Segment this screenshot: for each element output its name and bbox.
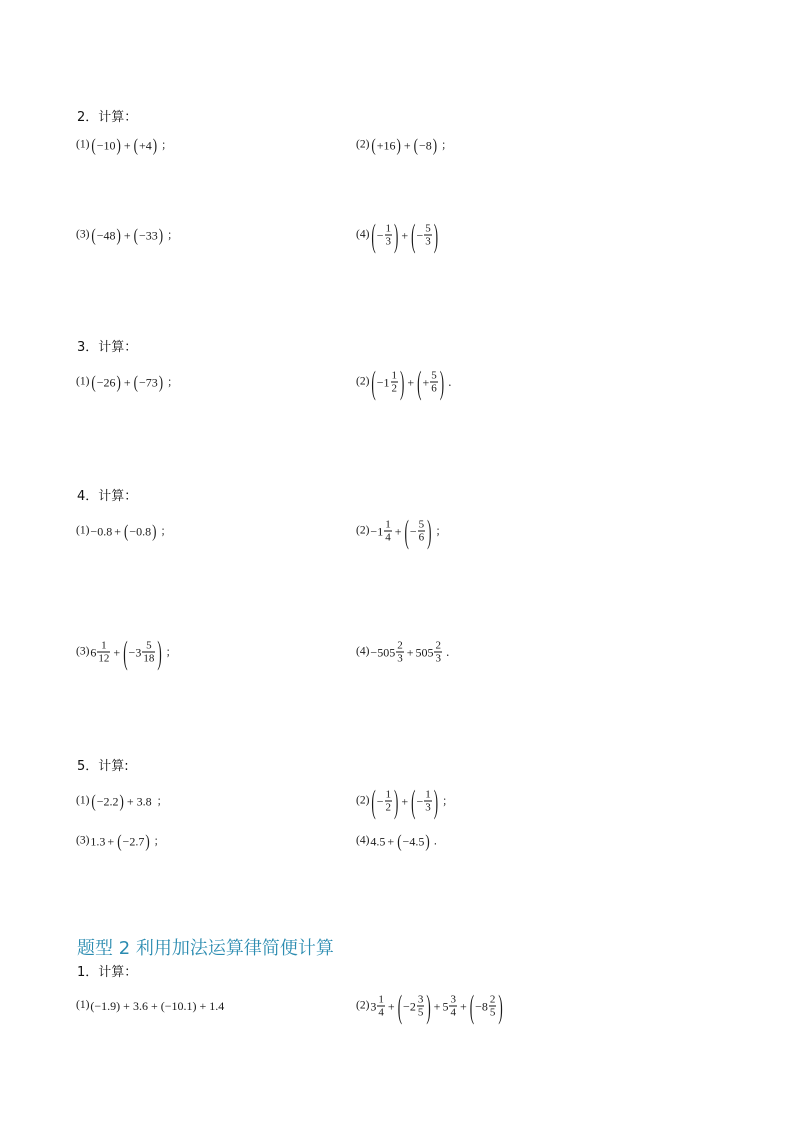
left-paren: ( [397,830,402,852]
fraction [384,519,392,544]
plus-sign: + [459,999,467,1013]
problem-number: (1) [76,138,90,151]
right-paren: ) [439,363,445,401]
right-paren: ) [158,371,164,393]
minus-sign: − [376,794,384,808]
plus-sign: + [401,794,409,808]
whole-part: −1 [376,375,390,389]
section-question-1-title: 1．计算： [77,965,138,980]
numerator: 2 [435,639,441,652]
punctuation: ． [448,375,460,389]
numerator: 5 [146,639,152,652]
denominator: 6 [418,531,425,544]
punctuation: ； [167,228,179,242]
plus-sign: + [406,645,414,659]
q4-problem-4 [356,640,457,665]
right-paren: ) [145,830,150,852]
left-paren: ( [117,830,122,852]
whole-part: 5 [442,999,449,1013]
left-paren: ( [417,363,422,401]
left-paren: ( [397,987,403,1025]
plus-sign: + [107,834,115,848]
fraction [430,370,438,395]
punctuation: ； [165,645,177,659]
right-paren: ) [498,987,503,1025]
q5-problem-4 [356,830,438,852]
question-2-title: 2．计算： [77,110,138,125]
problem-number: (4) [356,228,370,241]
left-paren: ( [91,790,96,812]
denominator: 4 [450,1006,456,1019]
denominator: 3 [425,235,431,248]
numerator: 1 [378,993,384,1006]
plus-sign: + [407,375,415,389]
numerator: 5 [431,369,437,382]
right-paren: ) [119,790,124,812]
problem-number: (2) [356,375,370,388]
whole-part: −2 [403,999,416,1013]
right-paren: ) [433,216,439,254]
q5-problem-1 [76,790,168,812]
term: +16 [376,138,396,152]
fraction [97,640,110,665]
s1-problem-1 [76,1000,224,1012]
denominator: 2 [391,382,398,395]
plus-sign: + [387,999,395,1013]
left-paren: ( [469,987,475,1025]
fraction [489,994,497,1019]
plus-sign: + [123,138,131,152]
left-paren: ( [371,134,376,156]
fraction [385,223,393,248]
numerator: 5 [418,518,425,531]
plus-sign: + [123,375,131,389]
section-heading: 题型 2 利用加法运算律简便计算 [77,938,334,959]
minus-sign: − [376,228,384,242]
fraction [377,994,385,1019]
numerator: 1 [385,788,392,801]
plus-sign: + [394,524,402,538]
left-paren: ( [371,782,376,820]
right-paren: ) [400,363,405,401]
problem-number: (1) [76,375,90,388]
right-paren: ) [157,633,162,671]
problem-number: (3) [76,228,90,241]
problem-number: (2) [356,999,370,1012]
whole-part: −8 [475,999,488,1013]
numerator: 2 [489,993,496,1006]
punctuation: ； [156,794,168,808]
problem-number: (1) [76,794,90,807]
fraction [396,640,404,665]
left-paren: ( [91,371,96,393]
numerator: 1 [385,518,391,531]
term: −4.5 [402,834,425,848]
term: −0.8 [90,524,113,538]
punctuation: ． [445,645,457,659]
whole-part: −3 [128,645,142,659]
numerator: 3 [450,993,456,1006]
term: 1.3 [90,834,106,848]
problem-number: (2) [356,794,370,807]
q2-problem-3 [76,224,179,246]
right-paren: ) [433,782,439,820]
plus-sign: + [123,228,131,242]
numerator: 1 [391,369,398,382]
q4-problem-3 [76,633,177,671]
punctuation: ； [435,524,447,538]
numerator: 1 [101,639,107,652]
q3-problem-1 [76,371,179,393]
q2-problem-4 [356,216,439,254]
right-paren: ) [152,134,158,156]
term: −26 [96,375,116,389]
q4-problem-1 [76,520,172,542]
problem-number: (3) [76,645,90,658]
numerator: 2 [397,639,403,652]
term: −48 [96,228,116,242]
problem-number: (4) [356,645,370,658]
right-paren: ) [396,134,401,156]
problem-number: (4) [356,834,370,847]
left-paren: ( [123,633,128,671]
term: −8 [419,138,432,152]
plus-sign: + [113,645,121,659]
plus-sign: + [433,999,441,1013]
s1-problem-2 [356,987,504,1025]
denominator: 5 [417,1006,424,1019]
q3-problem-2 [356,363,460,401]
numerator: 3 [417,993,424,1006]
whole-part: 505 [415,645,434,659]
left-paren: ( [411,216,416,254]
right-paren: ) [152,520,157,542]
punctuation: ； [161,138,173,152]
fraction [385,789,393,814]
right-paren: ) [432,134,438,156]
q2-problem-1 [76,134,173,156]
term: −2.2 [96,794,119,808]
right-paren: ) [116,134,121,156]
punctuation: ； [442,794,454,808]
fraction [449,994,457,1019]
problem-number: (1) [76,999,90,1012]
fraction [417,994,425,1019]
whole-part: 3 [370,999,377,1013]
punctuation: ； [441,138,453,152]
punctuation: ； [160,524,172,538]
left-paren: ( [371,363,376,401]
left-paren: ( [411,782,416,820]
plus-sign: + [401,228,409,242]
expression: (−1.9) + 3.6 + (−10.1) + 1.4 [90,999,225,1013]
term: +4 [139,138,152,152]
question-3-title: 3．计算： [77,340,138,355]
right-paren: ) [425,830,430,852]
term: −10 [96,138,116,152]
sign: + [422,375,430,389]
left-paren: ( [133,371,139,393]
problem-number: (2) [356,138,370,151]
denominator: 3 [397,652,403,665]
plus-sign: + [403,138,411,152]
term: 4.5 [370,834,386,848]
denominator: 12 [98,652,110,665]
whole-part: −505 [370,645,396,659]
minus-sign: − [416,794,424,808]
q2-problem-2 [356,134,453,156]
term: −73 [139,375,158,389]
left-paren: ( [91,134,96,156]
left-paren: ( [133,134,139,156]
term: −2.7 [122,834,145,848]
rest-of-expression: + 3.8 [126,794,152,808]
problem-number: (3) [76,834,90,847]
left-paren: ( [123,520,129,542]
left-paren: ( [133,224,139,246]
problem-number: (1) [76,524,90,537]
denominator: 3 [425,801,431,814]
left-paren: ( [404,512,409,550]
fraction [424,223,432,248]
numerator: 5 [425,222,431,235]
fraction [434,640,442,665]
q5-problem-3 [76,830,165,852]
minus-sign: − [416,228,424,242]
denominator: 3 [385,235,392,248]
right-paren: ) [158,224,164,246]
fraction [418,519,426,544]
denominator: 18 [143,652,155,665]
minus-sign: − [409,524,417,538]
whole-part: −1 [370,524,384,538]
whole-part: 6 [90,645,97,659]
left-paren: ( [91,224,96,246]
denominator: 3 [435,652,441,665]
q5-problem-2 [356,782,454,820]
fraction [424,789,432,814]
denominator: 2 [385,801,392,814]
question-5-title: 5．计算: [77,759,129,774]
right-paren: ) [426,987,431,1025]
fraction [142,640,155,665]
right-paren: ) [116,224,121,246]
punctuation: ； [153,834,165,848]
numerator: 1 [385,222,392,235]
q4-problem-2 [356,512,447,550]
denominator: 4 [378,1006,384,1019]
problem-number: (2) [356,524,370,537]
punctuation: . [433,834,438,848]
denominator: 4 [385,531,391,544]
right-paren: ) [394,782,399,820]
left-paren: ( [413,134,419,156]
right-paren: ) [394,216,399,254]
left-paren: ( [371,216,376,254]
denominator: 6 [431,382,437,395]
right-paren: ) [116,371,121,393]
fraction [391,370,399,395]
term: −33 [139,228,158,242]
question-4-title: 4．计算： [77,489,138,504]
plus-sign: + [114,524,121,538]
denominator: 5 [489,1006,496,1019]
right-paren: ) [427,512,432,550]
plus-sign: + [387,834,395,848]
term: −0.8 [129,524,152,538]
punctuation: ； [167,375,179,389]
numerator: 1 [425,788,431,801]
